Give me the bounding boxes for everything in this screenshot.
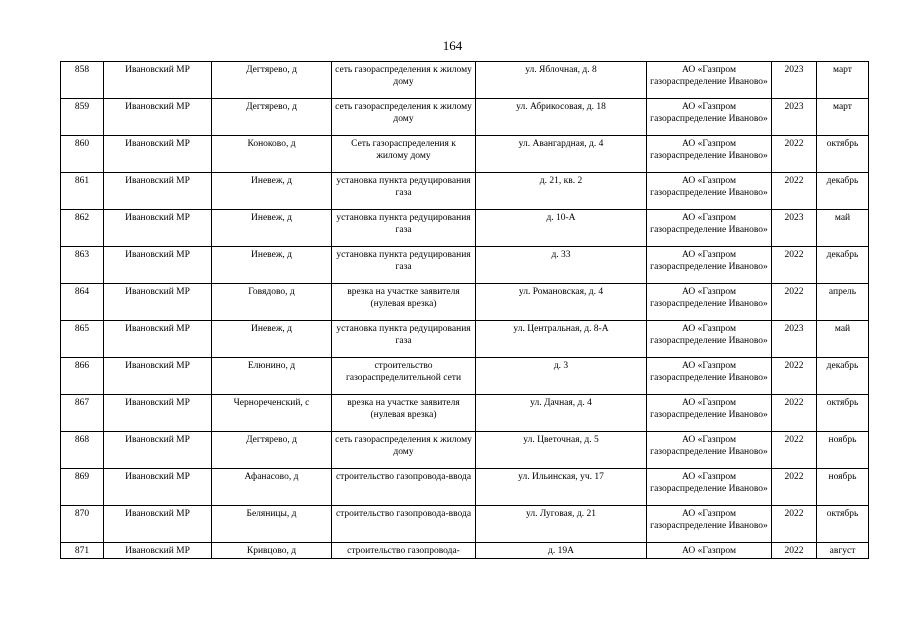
- row-number-cell: 862: [61, 210, 104, 247]
- settlement-cell: Иневеж, д: [212, 173, 332, 210]
- organization-cell: АО «Газпром газораспределение Иваново»: [647, 506, 772, 543]
- table-row: [61, 395, 869, 432]
- address-cell: ул. Центральная, д. 8-А: [476, 321, 647, 358]
- work-type-cell: строительство газораспределительной сети: [332, 358, 476, 395]
- year-cell: 2022: [772, 173, 817, 210]
- table-row: [61, 284, 869, 321]
- month-cell: октябрь: [817, 136, 869, 173]
- settlement-cell: Иневеж, д: [212, 247, 332, 284]
- organization-cell: АО «Газпром газораспределение Иваново»: [647, 432, 772, 469]
- address-cell: ул. Авангардная, д. 4: [476, 136, 647, 173]
- district-cell: Ивановский МР: [104, 136, 212, 173]
- work-type-cell: сеть газораспределения к жилому дому: [332, 62, 476, 99]
- work-type-cell: установка пункта редуцирования газа: [332, 173, 476, 210]
- table-row: [61, 247, 869, 284]
- settlement-cell: Дегтярево, д: [212, 99, 332, 136]
- district-cell: Ивановский МР: [104, 358, 212, 395]
- month-cell: май: [817, 210, 869, 247]
- district-cell: Ивановский МР: [104, 506, 212, 543]
- address-cell: ул. Дачная, д. 4: [476, 395, 647, 432]
- work-type-cell: строительство газопровода-ввода: [332, 469, 476, 506]
- address-cell: ул. Луговая, д. 21: [476, 506, 647, 543]
- month-cell: март: [817, 99, 869, 136]
- row-number-cell: 858: [61, 62, 104, 99]
- settlement-cell: Афанасово, д: [212, 469, 332, 506]
- settlement-cell: Иневеж, д: [212, 210, 332, 247]
- year-cell: 2022: [772, 432, 817, 469]
- address-cell: ул. Яблочная, д. 8: [476, 62, 647, 99]
- year-cell: 2022: [772, 136, 817, 173]
- district-cell: Ивановский МР: [104, 321, 212, 358]
- month-cell: ноябрь: [817, 432, 869, 469]
- work-type-cell: установка пункта редуцирования газа: [332, 210, 476, 247]
- address-cell: ул. Абрикосовая, д. 18: [476, 99, 647, 136]
- table-row: [61, 543, 869, 559]
- work-type-cell: строительство газопровода-ввода: [332, 506, 476, 543]
- year-cell: 2022: [772, 358, 817, 395]
- month-cell: декабрь: [817, 247, 869, 284]
- row-number-cell: 865: [61, 321, 104, 358]
- month-cell: декабрь: [817, 173, 869, 210]
- district-cell: Ивановский МР: [104, 62, 212, 99]
- district-cell: Ивановский МР: [104, 247, 212, 284]
- organization-cell: АО «Газпром газораспределение Иваново»: [647, 210, 772, 247]
- work-type-cell: Сеть газораспределения к жилому дому: [332, 136, 476, 173]
- month-cell: ноябрь: [817, 469, 869, 506]
- address-cell: ул. Цветочная, д. 5: [476, 432, 647, 469]
- address-cell: д. 19А: [476, 543, 647, 559]
- work-type-cell: сеть газораспределения к жилому дому: [332, 432, 476, 469]
- year-cell: 2022: [772, 247, 817, 284]
- work-type-cell: врезка на участке заявителя (нулевая врезка): [332, 284, 476, 321]
- month-cell: март: [817, 62, 869, 99]
- row-number-cell: 868: [61, 432, 104, 469]
- row-number-cell: 859: [61, 99, 104, 136]
- organization-cell: АО «Газпром газораспределение Иваново»: [647, 395, 772, 432]
- year-cell: 2022: [772, 469, 817, 506]
- table-row: [61, 321, 869, 358]
- organization-cell: АО «Газпром газораспределение Иваново»: [647, 358, 772, 395]
- work-type-cell: установка пункта редуцирования газа: [332, 247, 476, 284]
- district-cell: Ивановский МР: [104, 99, 212, 136]
- organization-cell: АО «Газпром газораспределение Иваново»: [647, 321, 772, 358]
- work-type-cell: строительство газопровода-: [332, 543, 476, 559]
- row-number-cell: 860: [61, 136, 104, 173]
- row-number-cell: 864: [61, 284, 104, 321]
- row-number-cell: 866: [61, 358, 104, 395]
- settlement-cell: Дегтярево, д: [212, 432, 332, 469]
- month-cell: август: [817, 543, 869, 559]
- organization-cell: АО «Газпром газораспределение Иваново»: [647, 284, 772, 321]
- organization-cell: АО «Газпром газораспределение Иваново»: [647, 247, 772, 284]
- row-number-cell: 869: [61, 469, 104, 506]
- table-row: [61, 469, 869, 506]
- district-cell: Ивановский МР: [104, 173, 212, 210]
- organization-cell: АО «Газпром: [647, 543, 772, 559]
- address-cell: ул. Ильинская, уч. 17: [476, 469, 647, 506]
- month-cell: октябрь: [817, 395, 869, 432]
- row-number-cell: 870: [61, 506, 104, 543]
- address-cell: ул. Романовская, д. 4: [476, 284, 647, 321]
- settlement-cell: Беляницы, д: [212, 506, 332, 543]
- settlement-cell: Дегтярево, д: [212, 62, 332, 99]
- table-row: [61, 210, 869, 247]
- year-cell: 2023: [772, 210, 817, 247]
- district-cell: Ивановский МР: [104, 284, 212, 321]
- organization-cell: АО «Газпром газораспределение Иваново»: [647, 173, 772, 210]
- month-cell: май: [817, 321, 869, 358]
- organization-cell: АО «Газпром газораспределение Иваново»: [647, 469, 772, 506]
- district-cell: Ивановский МР: [104, 395, 212, 432]
- gas-connection-table: [60, 61, 869, 559]
- address-cell: д. 21, кв. 2: [476, 173, 647, 210]
- settlement-cell: Говядово, д: [212, 284, 332, 321]
- organization-cell: АО «Газпром газораспределение Иваново»: [647, 136, 772, 173]
- district-cell: Ивановский МР: [104, 543, 212, 559]
- table-row: [61, 136, 869, 173]
- work-type-cell: сеть газораспределения к жилому дому: [332, 99, 476, 136]
- work-type-cell: врезка на участке заявителя (нулевая врезка): [332, 395, 476, 432]
- page-number: 164: [442, 38, 463, 53]
- table-row: [61, 99, 869, 136]
- year-cell: 2022: [772, 395, 817, 432]
- year-cell: 2022: [772, 284, 817, 321]
- district-cell: Ивановский МР: [104, 469, 212, 506]
- row-number-cell: 863: [61, 247, 104, 284]
- month-cell: октябрь: [817, 506, 869, 543]
- settlement-cell: Елюнино, д: [212, 358, 332, 395]
- year-cell: 2022: [772, 506, 817, 543]
- row-number-cell: 861: [61, 173, 104, 210]
- table-row: [61, 62, 869, 99]
- address-cell: д. 33: [476, 247, 647, 284]
- address-cell: д. 3: [476, 358, 647, 395]
- settlement-cell: Чернореченский, с: [212, 395, 332, 432]
- district-cell: Ивановский МР: [104, 432, 212, 469]
- organization-cell: АО «Газпром газораспределение Иваново»: [647, 99, 772, 136]
- year-cell: 2023: [772, 62, 817, 99]
- table-row: [61, 432, 869, 469]
- organization-cell: АО «Газпром газораспределение Иваново»: [647, 62, 772, 99]
- year-cell: 2022: [772, 543, 817, 559]
- month-cell: декабрь: [817, 358, 869, 395]
- row-number-cell: 871: [61, 543, 104, 559]
- settlement-cell: Коноково, д: [212, 136, 332, 173]
- table-row: [61, 506, 869, 543]
- table-row: [61, 173, 869, 210]
- month-cell: апрель: [817, 284, 869, 321]
- address-cell: д. 10-А: [476, 210, 647, 247]
- district-cell: Ивановский МР: [104, 210, 212, 247]
- year-cell: 2023: [772, 321, 817, 358]
- table-row: [61, 358, 869, 395]
- settlement-cell: Кривцово, д: [212, 543, 332, 559]
- settlement-cell: Иневеж, д: [212, 321, 332, 358]
- year-cell: 2023: [772, 99, 817, 136]
- row-number-cell: 867: [61, 395, 104, 432]
- work-type-cell: установка пункта редуцирования газа: [332, 321, 476, 358]
